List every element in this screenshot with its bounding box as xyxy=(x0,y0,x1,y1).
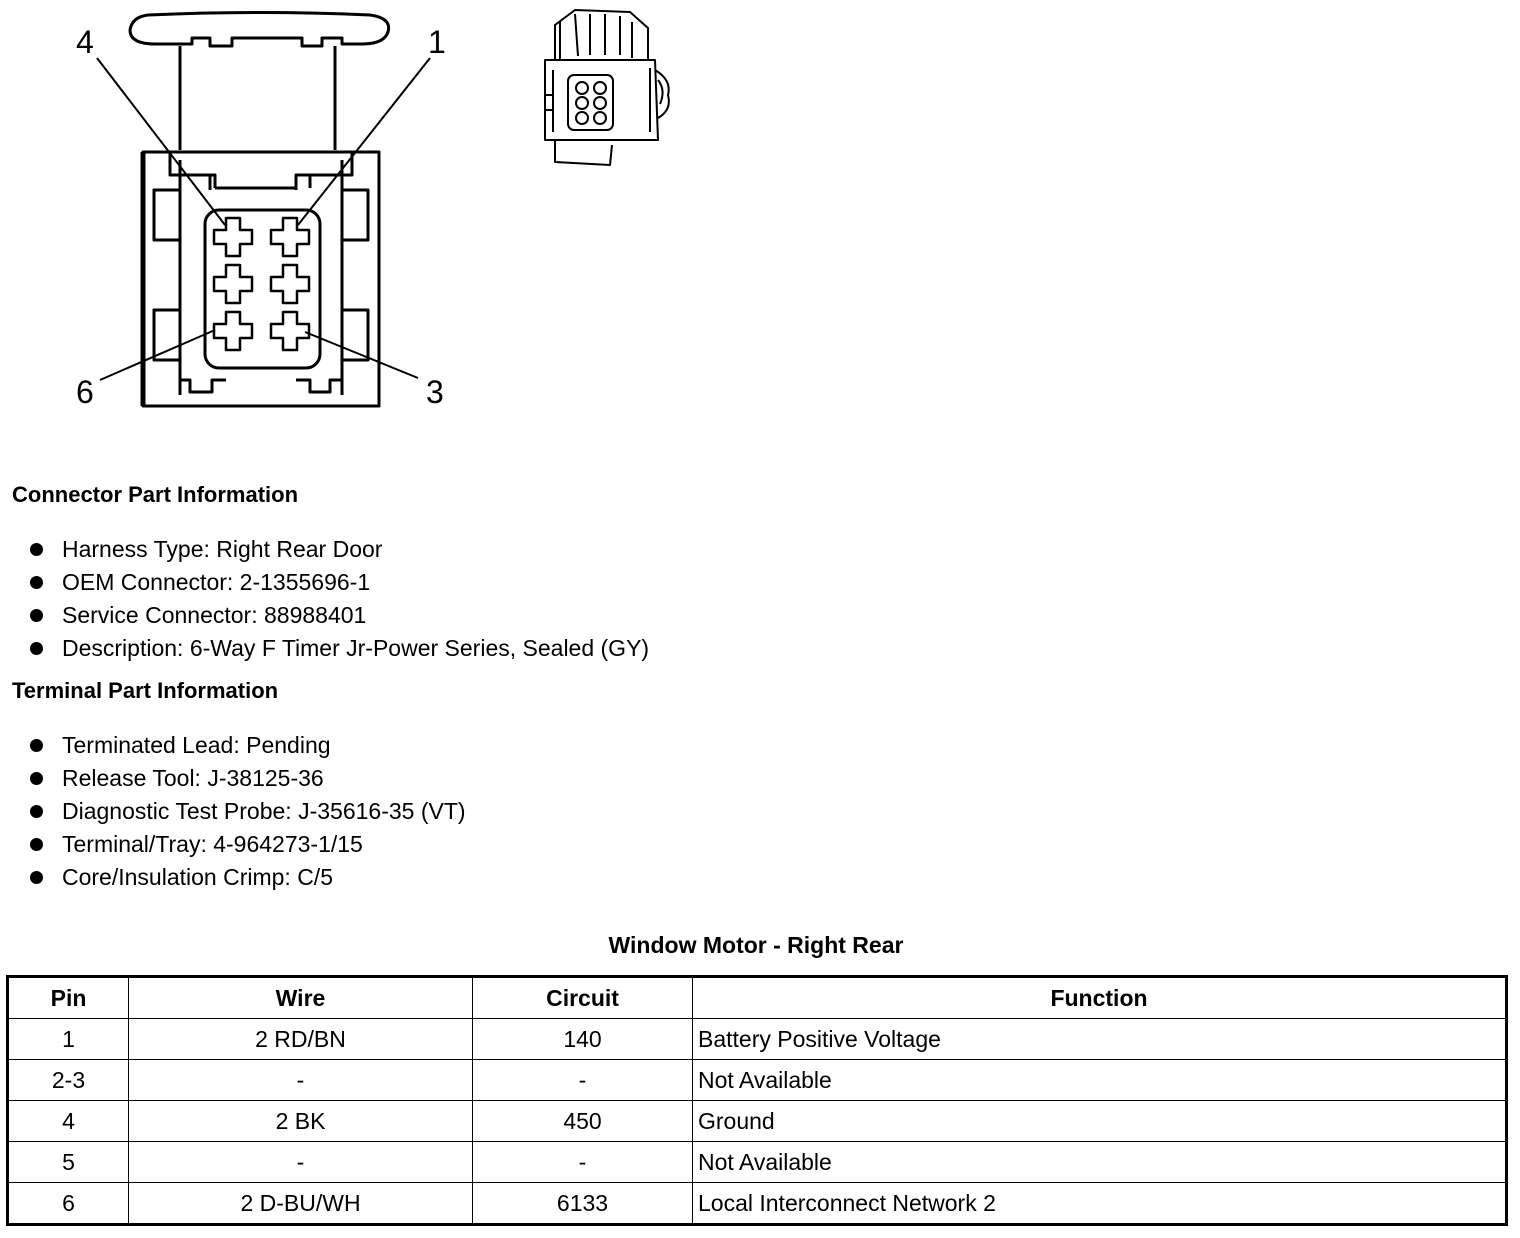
bullet-icon xyxy=(30,805,43,818)
connector-diagram xyxy=(0,0,700,420)
cell-wire: - xyxy=(129,1060,473,1101)
column-header-wire: Wire xyxy=(129,977,473,1019)
table-title: Window Motor - Right Rear xyxy=(608,932,904,958)
list-item: Service Connector: 88988401 xyxy=(28,599,649,632)
bullet-icon xyxy=(30,543,43,556)
cell-wire: - xyxy=(129,1142,473,1183)
list-item: Release Tool: J-38125-36 xyxy=(28,762,466,795)
cell-function: Not Available xyxy=(693,1142,1507,1183)
table-header-row xyxy=(8,977,1507,1019)
table-row xyxy=(8,1183,1507,1225)
connector-face-view-icon xyxy=(97,13,430,407)
list-item: Core/Insulation Crimp: C/5 xyxy=(28,861,466,894)
connector-info-heading: Connector Part Information xyxy=(12,482,299,507)
cell-circuit: 450 xyxy=(473,1101,693,1142)
table-row xyxy=(8,1019,1507,1060)
bullet-icon xyxy=(30,576,43,589)
table-row xyxy=(8,1060,1507,1101)
bullet-icon xyxy=(30,871,43,884)
connector-isometric-icon xyxy=(545,10,669,165)
list-item: Terminated Lead: Pending xyxy=(28,729,466,762)
pin-label-1: 1 xyxy=(428,24,446,60)
cell-function: Battery Positive Voltage xyxy=(693,1019,1507,1060)
list-item: Harness Type: Right Rear Door xyxy=(28,533,649,566)
pin-label-6: 6 xyxy=(76,374,94,410)
table-row xyxy=(8,1142,1507,1183)
terminal-info-list xyxy=(28,729,466,894)
pinout-table xyxy=(6,975,1508,1226)
bullet-icon xyxy=(30,772,43,785)
cell-circuit: 140 xyxy=(473,1019,693,1060)
list-item: OEM Connector: 2-1355696-1 xyxy=(28,566,649,599)
bullet-icon xyxy=(30,609,43,622)
cell-function: Ground xyxy=(693,1101,1507,1142)
column-header-function: Function xyxy=(693,977,1507,1019)
terminal-cavities xyxy=(214,218,309,350)
pin-label-4: 4 xyxy=(76,24,94,60)
cell-pin: 2-3 xyxy=(8,1060,129,1101)
bullet-icon xyxy=(30,838,43,851)
pin-label-3: 3 xyxy=(426,374,444,410)
column-header-circuit: Circuit xyxy=(473,977,693,1019)
list-item: Terminal/Tray: 4-964273-1/15 xyxy=(28,828,466,861)
cell-circuit: - xyxy=(473,1142,693,1183)
list-item: Description: 6-Way F Timer Jr-Power Series, Sealed (GY) xyxy=(28,632,649,665)
cell-pin: 1 xyxy=(8,1019,129,1060)
cell-pin: 6 xyxy=(8,1183,129,1225)
cell-wire: 2 D-BU/WH xyxy=(129,1183,473,1225)
bullet-icon xyxy=(30,739,43,752)
cell-pin: 4 xyxy=(8,1101,129,1142)
cell-circuit: 6133 xyxy=(473,1183,693,1225)
bullet-icon xyxy=(30,642,43,655)
connector-info-list xyxy=(28,533,649,665)
cell-function: Not Available xyxy=(693,1060,1507,1101)
cell-wire: 2 BK xyxy=(129,1101,473,1142)
terminal-info-heading: Terminal Part Information xyxy=(12,678,279,703)
table-row xyxy=(8,1101,1507,1142)
cell-circuit: - xyxy=(473,1060,693,1101)
list-item: Diagnostic Test Probe: J-35616-35 (VT) xyxy=(28,795,466,828)
column-header-pin: Pin xyxy=(8,977,129,1019)
cell-wire: 2 RD/BN xyxy=(129,1019,473,1060)
cell-pin: 5 xyxy=(8,1142,129,1183)
cell-function: Local Interconnect Network 2 xyxy=(693,1183,1507,1225)
